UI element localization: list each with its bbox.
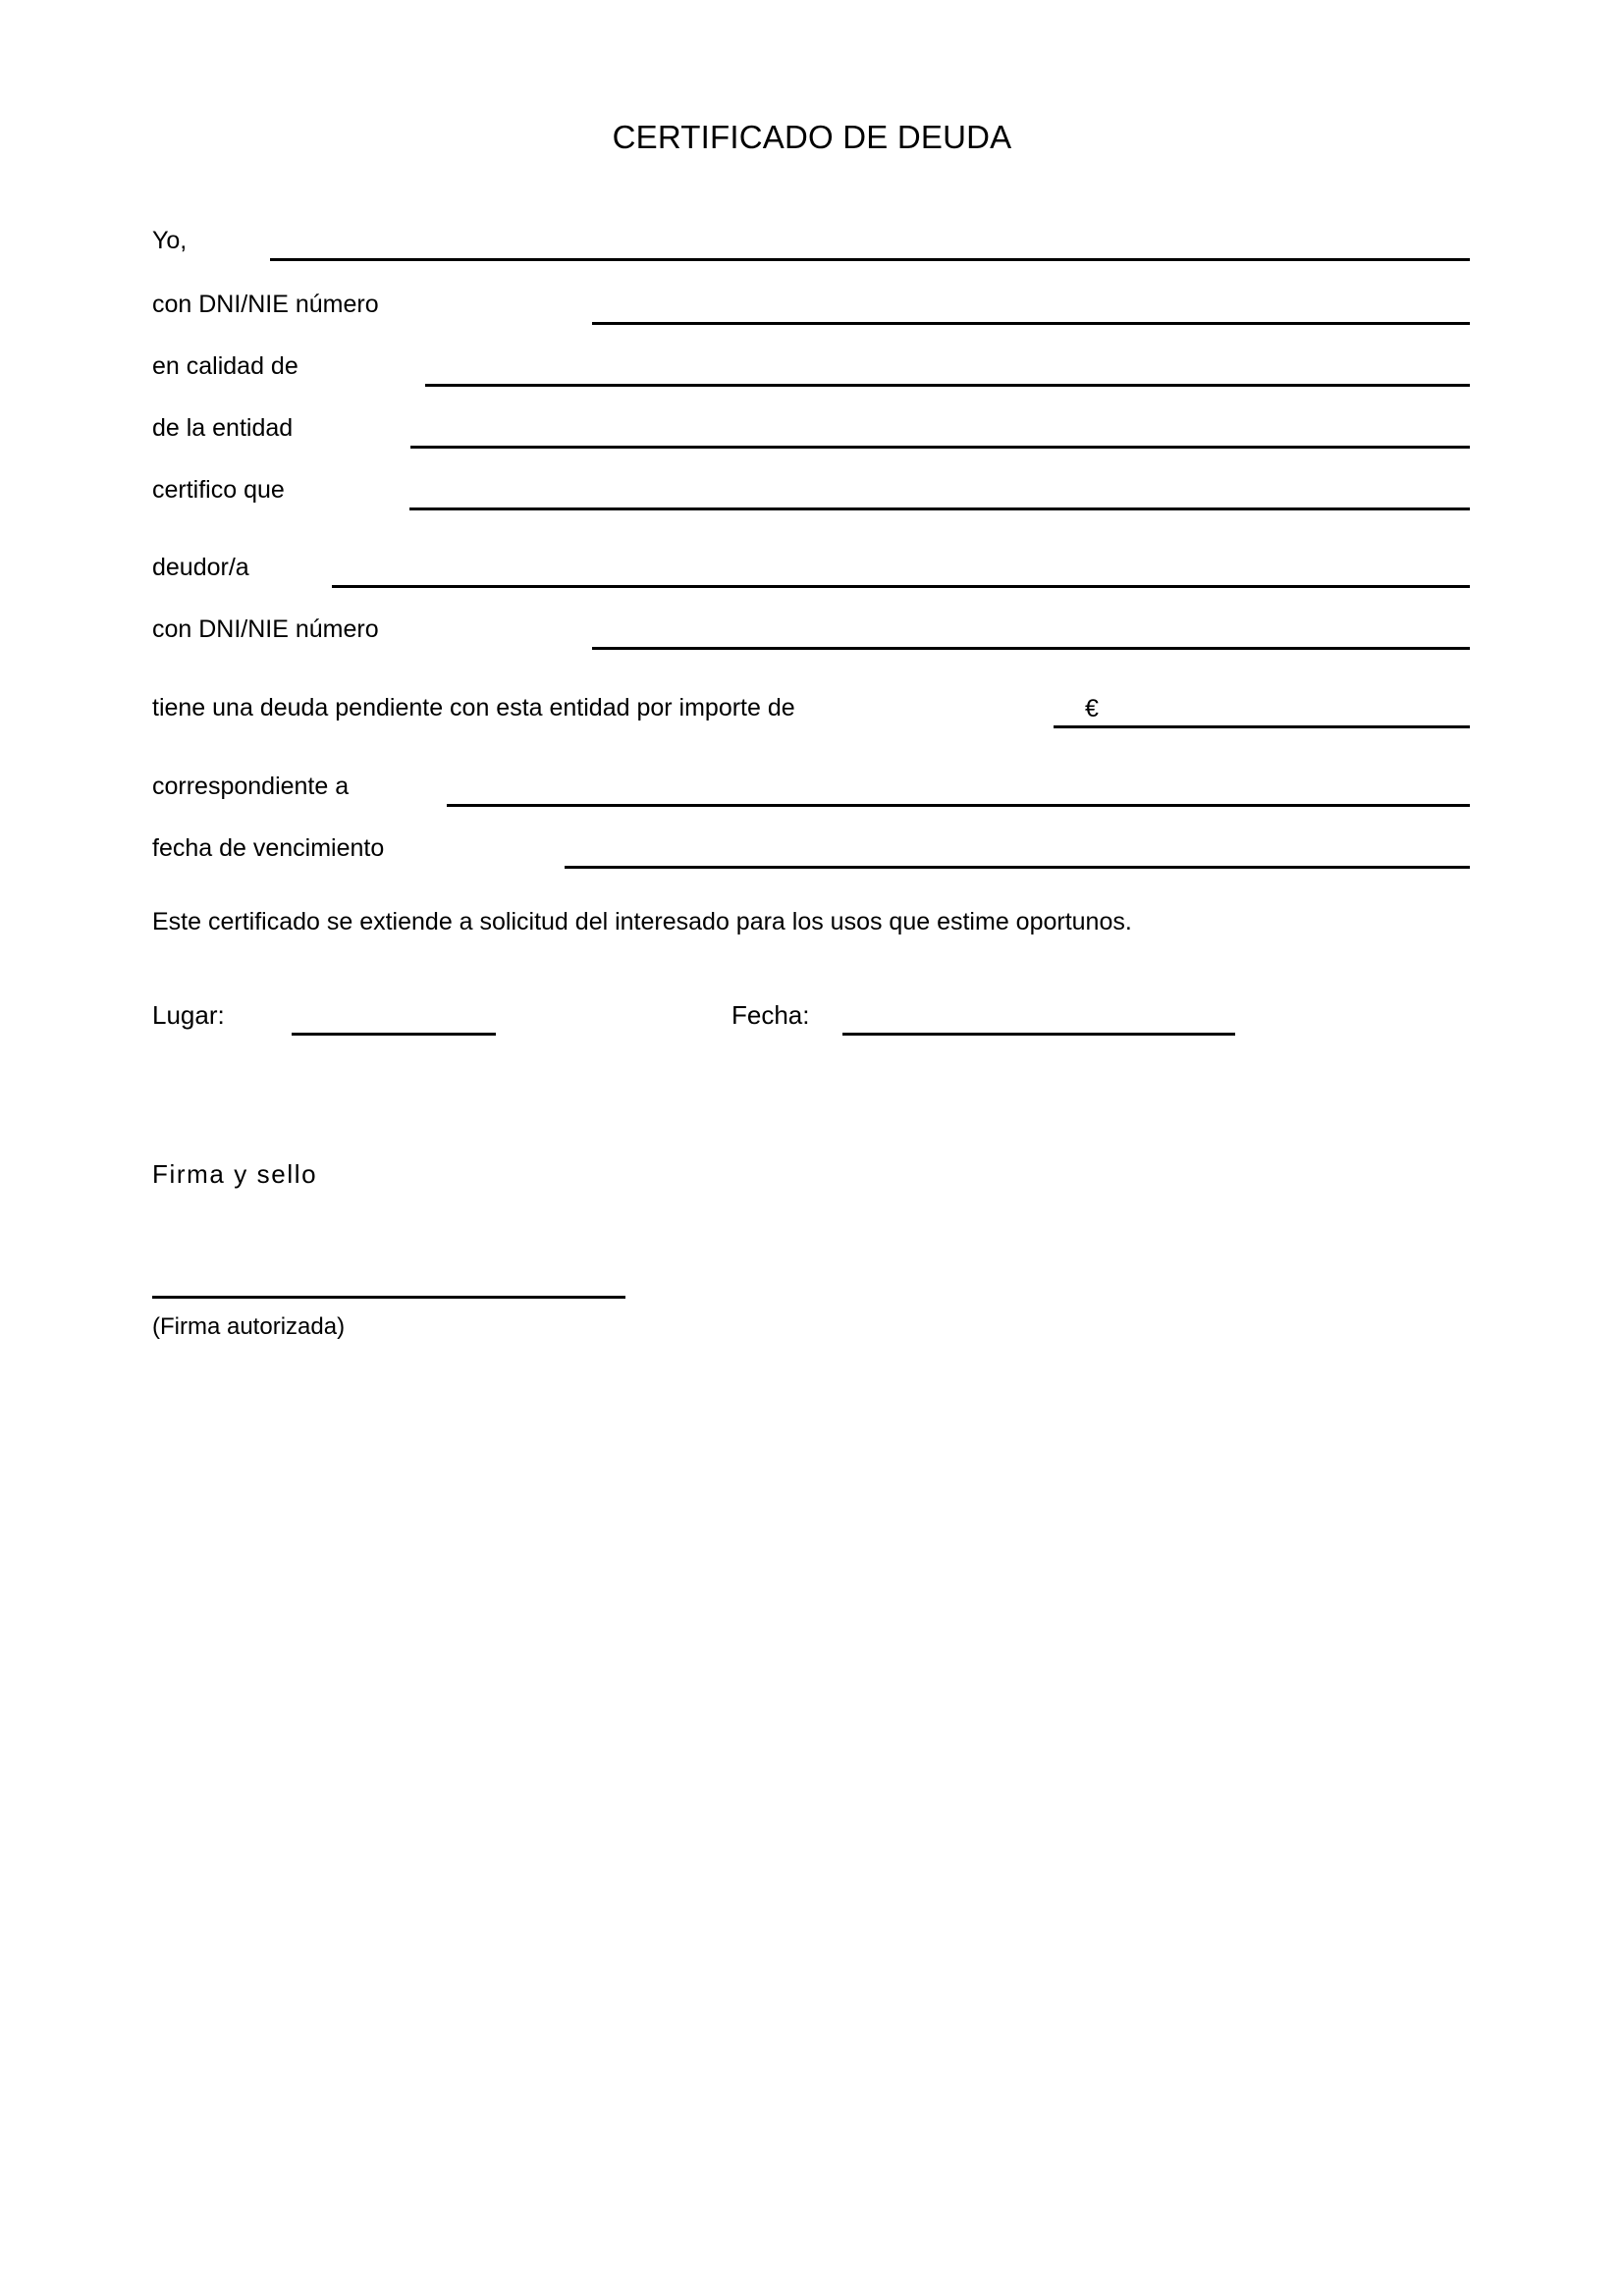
label-certify: certifico que (152, 476, 285, 504)
fill-line-debtor-dni[interactable] (592, 647, 1470, 650)
fill-line-declarant-dni[interactable] (592, 322, 1470, 325)
fill-line-certify[interactable] (409, 507, 1470, 510)
fill-line-date[interactable] (842, 1033, 1235, 1036)
form-row-declarant-dni (0, 290, 1624, 333)
signature-heading: Firma y sello (152, 1159, 318, 1189)
form-row-place-date (0, 999, 1624, 1042)
fill-line-yo[interactable] (270, 258, 1470, 261)
signature-line[interactable] (152, 1296, 625, 1299)
label-due-date: fecha de vencimiento (152, 834, 385, 862)
page-title: CERTIFICADO DE DEUDA (612, 119, 1012, 155)
fill-line-place[interactable] (292, 1033, 496, 1036)
form-row-certify (0, 475, 1624, 518)
label-entity: de la entidad (152, 414, 294, 442)
form-row-debtor-name (0, 553, 1624, 596)
label-date: Fecha: (731, 1000, 810, 1030)
label-capacity: en calidad de (152, 352, 298, 380)
form-row-concept (0, 772, 1624, 815)
form-row-amount (0, 693, 1624, 736)
form-row-due-date (0, 833, 1624, 877)
statement-paragraph: Este certificado se extiende a solicitud del interesado para los usos que estime oportunos. (152, 908, 1132, 935)
label-declarant-dni: con DNI/NIE número (152, 291, 379, 318)
fill-line-capacity[interactable] (425, 384, 1470, 387)
fill-line-entity[interactable] (410, 446, 1470, 449)
euro-symbol-icon: € (1085, 695, 1099, 722)
label-concept: correspondiente a (152, 773, 350, 800)
form-row-entity (0, 413, 1624, 456)
label-place: Lugar: (152, 1000, 225, 1030)
label-amount: tiene una deuda pendiente con esta entidad por importe de (152, 694, 795, 721)
form-row-debtor-dni (0, 614, 1624, 658)
fill-line-due-date[interactable] (565, 866, 1470, 869)
label-debtor-name: deudor/a (152, 554, 249, 581)
fill-line-amount[interactable] (1054, 725, 1470, 728)
label-debtor-dni: con DNI/NIE número (152, 615, 379, 643)
label-yo: Yo, (152, 227, 188, 254)
fill-line-concept[interactable] (447, 804, 1470, 807)
form-row-capacity (0, 351, 1624, 395)
signature-caption: (Firma autorizada) (152, 1313, 346, 1340)
form-row-yo (0, 226, 1624, 269)
fill-line-debtor-name[interactable] (332, 585, 1470, 588)
